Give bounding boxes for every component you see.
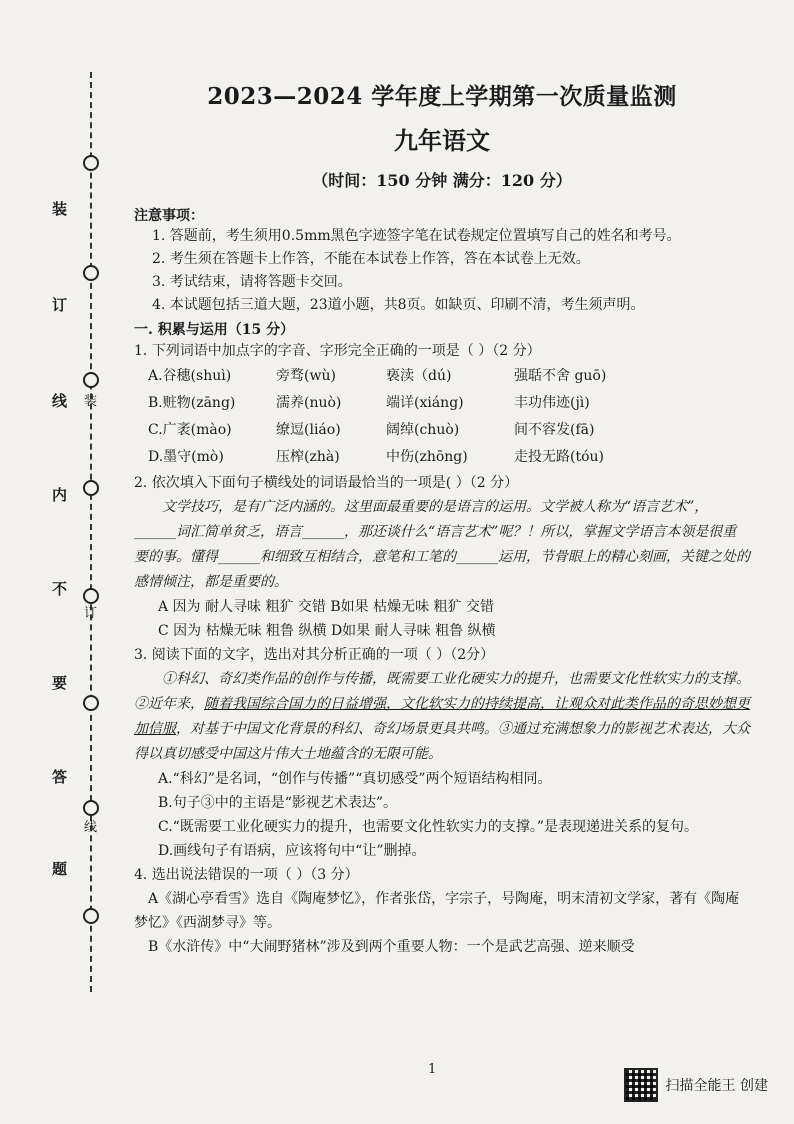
passage-text: ①科幻、奇幻类作品的创作与传播，既需要工业化硬实力的提升，也需要文化性软实力的支撑。②近年来， (134, 671, 750, 712)
question-3-choice: B.句子③中的主语是“影视艺术表达”。 (158, 795, 398, 811)
option-cell: 间不容发(fā) (514, 422, 595, 438)
notice-list (134, 225, 750, 317)
option-cell: D.墨守(mò) (148, 449, 224, 465)
underlined-sentence: 随着我国综合国力的日益增强，文化软实力的持续提高，让观众对此类作品的奇思妙想更加信服 (134, 696, 750, 737)
line-char: 线 (84, 820, 98, 835)
option-cell: A.谷穗(shuì) (148, 368, 232, 384)
question-3-choice: C.“既需要工业化硬实力的提升，也需要文化性软实力的支撑。”是表现递进关系的复句。 (158, 819, 698, 835)
option-cell: 压榨(zhà) (276, 449, 340, 465)
question-2-option-row: A 因为 耐人寻味 粗犷 交错 B如果 枯燥无味 粗犷 交错 (158, 599, 494, 615)
question-4-choice: B《水浒传》中“大闹野猪林”涉及到两个重要人物：一个是武艺高强、逆来顺受 (148, 939, 635, 955)
seal-char: 要 (52, 674, 68, 692)
option-cell: 阔绰(chuò) (386, 422, 460, 438)
notice-item: 3. 考试结束，请将答题卡交回。 (152, 274, 352, 290)
option-cell: C.广袤(mào) (148, 422, 232, 438)
option-cell: 丰功伟迹(jì) (514, 395, 590, 411)
option-cell: 强聒不舍 guō) (514, 368, 607, 384)
seal-char: 答 (52, 768, 68, 786)
question-3-choice: D.画线句子有语病，应该将句中“让”删掉。 (158, 843, 426, 859)
option-cell: 亵渎（dú) (386, 368, 452, 384)
exam-time-score: （时间：150 分钟 满分：120 分） (312, 171, 572, 190)
seal-char: 线 (52, 392, 68, 410)
section-heading: 一. 积累与运用（15 分） (134, 322, 295, 338)
notice-item: 4. 本试题包括三道大题，23道小题，共8页。如缺页、印刷不清，考生须声明。 (152, 297, 645, 313)
question-4-stem: 4. 选出说法错误的一项（ ）（3 分） (134, 867, 359, 883)
question-2-passage: 文学技巧，是有广泛内涵的。这里面最重要的是语言的运用。文学被人称为“语言艺术”，______词汇简单贫乏，语言______，那还谈什么“语言艺术”呢？！所以，掌握文学语言本领是很重要的事。懂得______和细致互相结合，意笔和工笔的______运用，节骨眼上的精心刻画，关键之处的感情倾注，都是重要的。 (134, 499, 750, 590)
binding-margin (0, 0, 120, 1124)
question-3-passage (134, 667, 750, 767)
seal-char: 订 (52, 296, 68, 314)
page-number: 1 (428, 1062, 437, 1077)
notice-item: 2. 考生须在答题卡上作答，不能在本试卷上作答，答在本试卷上无效。 (152, 251, 590, 267)
notice-item: 1. 答题前，考生须用0.5mm黑色字迹签字笔在试卷规定位置填写自己的姓名和考号。 (152, 228, 681, 244)
binding-hole (83, 480, 99, 496)
binding-dashed-line (90, 72, 92, 992)
exam-title: 2023—2024 学年度上学期第一次质量监测 (207, 83, 677, 110)
option-cell: 旁骛(wù) (276, 368, 336, 384)
option-cell: 走投无路(tóu) (514, 449, 604, 465)
option-cell: B.赃物(zāng) (148, 395, 236, 411)
question-4-choice: A《湖心亭看雪》选自《陶庵梦忆》，作者张岱，字宗子，号陶庵，明末清初文学家，著有《陶庵梦忆》《西湖梦寻》等。 (134, 891, 740, 931)
binding-hole (83, 695, 99, 711)
exam-subject: 九年语文 (394, 126, 490, 155)
notice-heading: 注意事项： (134, 208, 204, 224)
binding-hole (83, 265, 99, 281)
qr-code-icon (624, 1068, 658, 1102)
option-cell: 缭逗(liáo) (276, 422, 341, 438)
option-cell: 濡养(nuò) (276, 395, 342, 411)
binding-hole (83, 908, 99, 924)
exam-content (134, 78, 750, 959)
question-2-option-row: C 因为 枯燥无味 粗鲁 纵横 D如果 耐人寻味 粗鲁 纵横 (158, 623, 496, 639)
question-3-stem: 3. 阅读下面的文字，选出对其分析正确的一项（ ）（2分） (134, 647, 495, 663)
seal-char: 不 (52, 580, 68, 598)
binding-hole (83, 372, 99, 388)
line-char: 装 (84, 394, 98, 409)
scanner-watermark (624, 1068, 768, 1102)
option-cell: 端详(xiáng) (386, 395, 464, 411)
line-char: 订 (84, 606, 98, 621)
scanner-label: 扫描全能王 创建 (665, 1078, 768, 1094)
question-1-options (134, 363, 750, 471)
question-1-stem: 1. 下列词语中加点字的字音、字形完全正确的一项是（ ）（2 分） (134, 343, 541, 359)
binding-hole (83, 155, 99, 171)
question-3-choice: A.“科幻”是名词，“创作与传播”“真切感受”两个短语结构相同。 (158, 771, 552, 787)
passage-text: ，对基于中国文化背景的科幻、奇幻场景更具共鸣。③通过充满想象力的影视艺术表达，大众得以真切感受中国这片伟大土地蕴含的无限可能。 (134, 721, 750, 762)
option-cell: 中伤(zhōng) (386, 449, 468, 465)
binding-hole (83, 800, 99, 816)
seal-char: 装 (52, 200, 68, 218)
seal-char: 题 (52, 860, 68, 878)
question-2-stem: 2. 依次填入下面句子横线处的词语最恰当的一项是( ）（2 分） (134, 475, 519, 491)
seal-char: 内 (52, 486, 68, 504)
